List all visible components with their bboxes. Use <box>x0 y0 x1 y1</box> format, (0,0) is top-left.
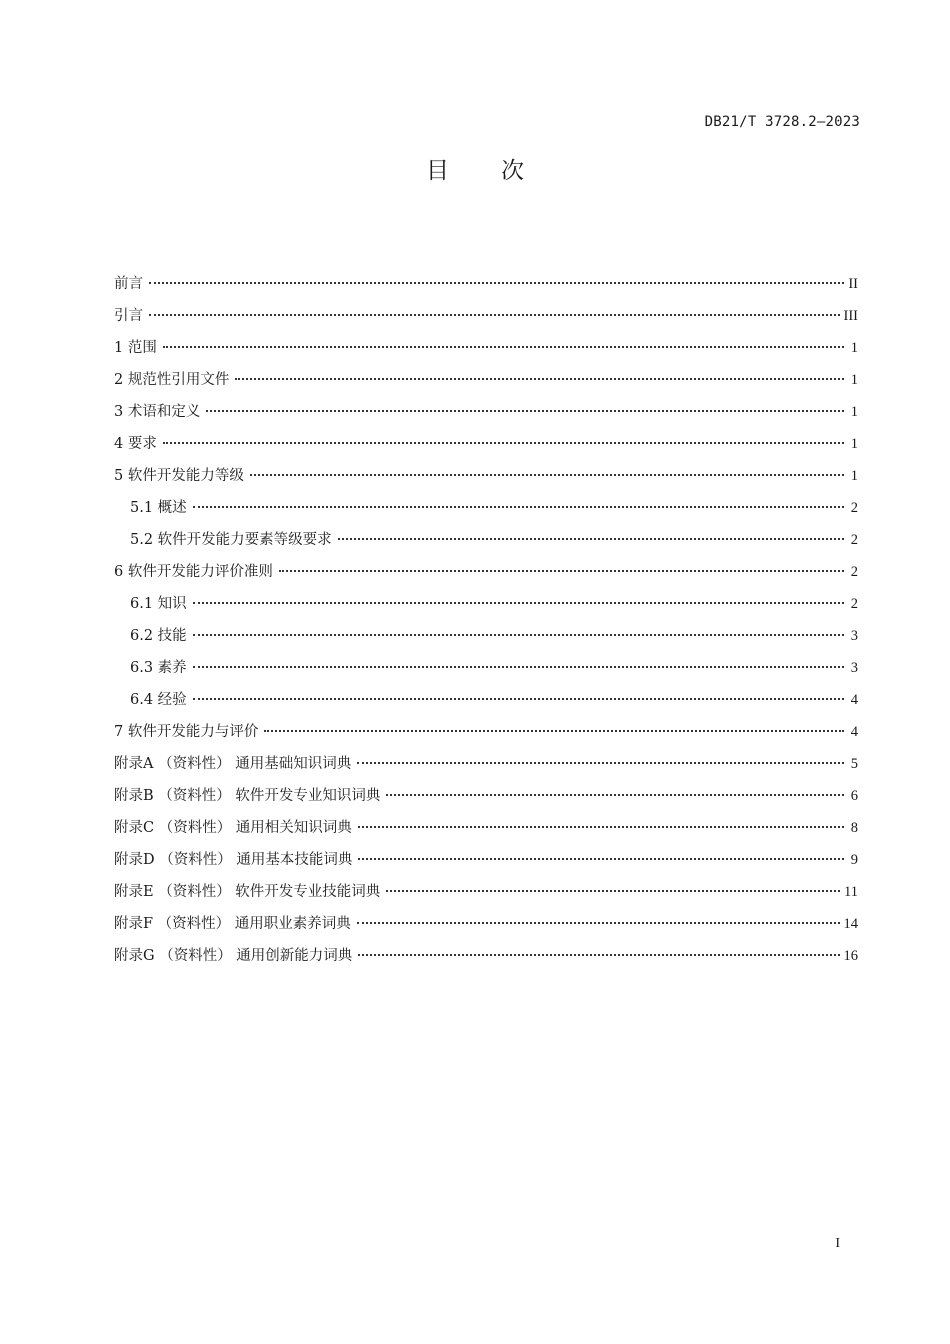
dot-leader <box>279 569 844 572</box>
dot-leader <box>235 377 844 380</box>
toc-entry-page: 9 <box>850 852 858 868</box>
toc-entry[interactable] <box>114 396 858 428</box>
toc-entry-page: II <box>848 276 858 292</box>
toc-entry[interactable] <box>114 332 858 364</box>
toc-entry-page: 6 <box>850 788 858 804</box>
dot-leader <box>193 697 844 700</box>
toc-entry-label: 5 软件开发能力等级 <box>114 468 244 484</box>
toc-entry-page: 1 <box>850 404 858 420</box>
dot-leader <box>206 409 844 412</box>
dot-leader <box>163 441 844 444</box>
toc-entry-label: 附录C （资料性） 通用相关知识词典 <box>114 820 352 836</box>
toc-entry-page: 2 <box>850 500 858 516</box>
toc-entry-page: 16 <box>843 948 858 964</box>
dot-leader <box>386 889 840 892</box>
dot-leader <box>149 313 840 316</box>
toc-entry-label: 6.3 素养 <box>130 660 187 676</box>
toc-entry-label: 附录E （资料性） 软件开发专业技能词典 <box>114 884 381 900</box>
toc-entry-page: 5 <box>850 756 858 772</box>
toc-entry[interactable] <box>114 492 858 524</box>
toc-entry[interactable] <box>114 620 858 652</box>
toc-entry-page: 3 <box>850 660 858 676</box>
toc-entry[interactable] <box>114 716 858 748</box>
dot-leader <box>358 953 839 956</box>
toc-entry-page: 3 <box>850 628 858 644</box>
toc-entry[interactable] <box>114 940 858 972</box>
dot-leader <box>193 665 844 668</box>
dot-leader <box>193 633 844 636</box>
toc-entry-label: 6.4 经验 <box>130 692 187 708</box>
toc-entry[interactable] <box>114 556 858 588</box>
toc-entry[interactable] <box>114 428 858 460</box>
toc-entry-label: 2 规范性引用文件 <box>114 372 230 388</box>
toc-entry-page: 11 <box>844 884 858 900</box>
toc-entry[interactable] <box>114 652 858 684</box>
toc-entry-label: 附录A （资料性） 通用基础知识词典 <box>114 756 352 772</box>
page-number: I <box>835 1236 840 1251</box>
dot-leader <box>163 345 844 348</box>
dot-leader <box>358 825 844 828</box>
toc-entry[interactable] <box>114 748 858 780</box>
toc-entry[interactable] <box>114 876 858 908</box>
toc-entry-page: 4 <box>850 692 858 708</box>
toc-entry[interactable] <box>114 460 858 492</box>
toc-entry-label: 7 软件开发能力与评价 <box>114 724 259 740</box>
toc-entry-label: 6.2 技能 <box>130 628 187 644</box>
toc-entry-label: 4 要求 <box>114 436 157 452</box>
toc-entry-page: 1 <box>850 340 858 356</box>
toc-entry-label: 附录G （资料性） 通用创新能力词典 <box>114 948 353 964</box>
toc-entry-label: 附录D （资料性） 通用基本技能词典 <box>114 852 353 868</box>
toc-entry-page: 4 <box>850 724 858 740</box>
toc-entry-page: 1 <box>850 468 858 484</box>
toc-entry-label: 5.2 软件开发能力要素等级要求 <box>130 532 332 548</box>
dot-leader <box>357 921 840 924</box>
toc-entry-page: 1 <box>850 436 858 452</box>
toc-entry[interactable] <box>114 780 858 812</box>
toc-entry-page: 2 <box>850 564 858 580</box>
toc-entry-label: 6 软件开发能力评价准则 <box>114 564 273 580</box>
dot-leader <box>338 537 844 540</box>
toc-entry[interactable] <box>114 684 858 716</box>
toc-title: 目次 <box>426 158 576 184</box>
toc-entry-page: III <box>843 308 858 324</box>
dot-leader <box>193 601 844 604</box>
toc-entry-label: 6.1 知识 <box>130 596 187 612</box>
toc-entry[interactable] <box>114 268 858 300</box>
dot-leader <box>193 505 844 508</box>
toc-entry-page: 1 <box>850 372 858 388</box>
toc-entry-label: 1 范围 <box>114 340 157 356</box>
toc-entry-page: 2 <box>850 596 858 612</box>
dot-leader <box>386 793 844 796</box>
dot-leader <box>357 761 844 764</box>
toc-entry-label: 前言 <box>114 276 143 292</box>
toc-entry[interactable] <box>114 524 858 556</box>
dot-leader <box>250 473 844 476</box>
toc-entry-label: 附录B （资料性） 软件开发专业知识词典 <box>114 788 381 804</box>
toc-entry-page: 14 <box>843 916 858 932</box>
table-of-contents <box>114 268 858 972</box>
toc-entry[interactable] <box>114 844 858 876</box>
toc-entry[interactable] <box>114 812 858 844</box>
dot-leader <box>358 857 844 860</box>
toc-entry-label: 附录F （资料性） 通用职业素养词典 <box>114 916 351 932</box>
toc-entry-label: 引言 <box>114 308 143 324</box>
document-code: DB21/T 3728.2—2023 <box>704 114 860 130</box>
toc-entry-label: 5.1 概述 <box>130 500 187 516</box>
toc-entry-page: 2 <box>850 532 858 548</box>
toc-entry-page: 8 <box>850 820 858 836</box>
toc-entry[interactable] <box>114 364 858 396</box>
toc-entry[interactable] <box>114 300 858 332</box>
toc-entry[interactable] <box>114 908 858 940</box>
toc-entry-label: 3 术语和定义 <box>114 404 201 420</box>
toc-entry[interactable] <box>114 588 858 620</box>
dot-leader <box>149 281 844 284</box>
dot-leader <box>264 729 844 732</box>
